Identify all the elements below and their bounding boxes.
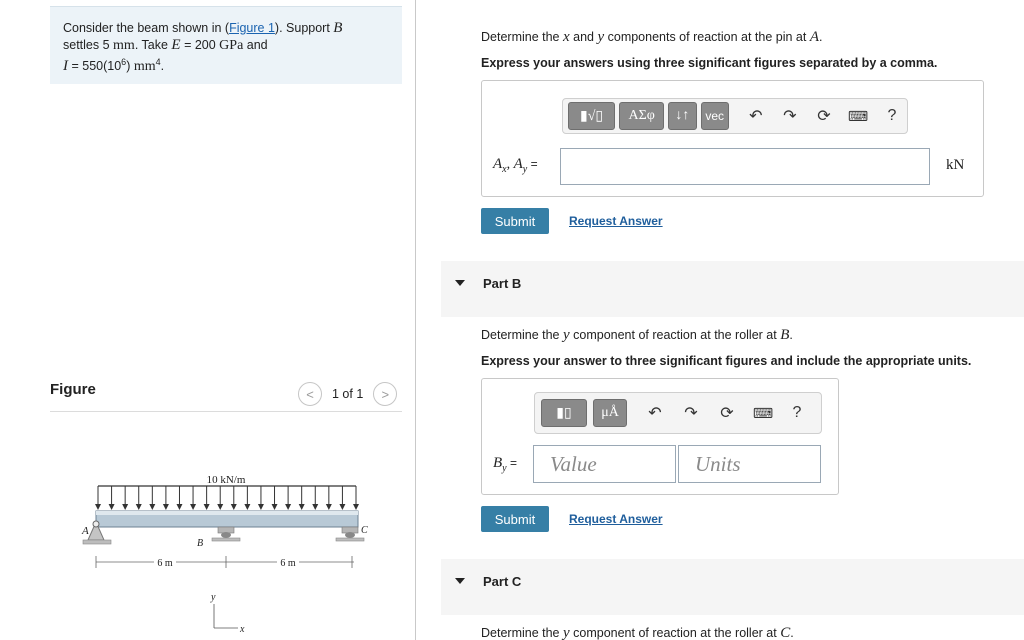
label-b: B bbox=[197, 538, 204, 549]
var-c: C bbox=[780, 625, 791, 640]
part-a-math-toolbar bbox=[562, 98, 908, 134]
pane-divider bbox=[415, 0, 416, 640]
pager-text: 1 of 1 bbox=[332, 387, 364, 401]
template-button[interactable] bbox=[568, 102, 615, 130]
var-a: A bbox=[809, 29, 819, 45]
question-text: Determine the bbox=[481, 626, 563, 640]
var-y: y bbox=[562, 327, 570, 343]
question-text: . bbox=[789, 328, 793, 342]
help-button[interactable] bbox=[781, 399, 813, 427]
collapse-arrow-icon[interactable] bbox=[455, 280, 465, 286]
up-down-arrows-icon: ↓↑ bbox=[675, 108, 690, 123]
part-a-answer-box bbox=[481, 80, 984, 197]
exponent: 4 bbox=[155, 57, 161, 67]
subscript: x bbox=[502, 163, 507, 175]
chevron-left-icon: < bbox=[306, 386, 314, 402]
part-a-submit-button[interactable]: Submit bbox=[481, 208, 549, 234]
figure-link[interactable]: Figure 1 bbox=[229, 21, 275, 35]
left-pane bbox=[0, 0, 416, 640]
redo-icon: ↷ bbox=[783, 108, 797, 125]
part-b-title: Part B bbox=[483, 276, 522, 291]
var-b: B bbox=[780, 327, 790, 343]
value-placeholder: Value bbox=[550, 452, 597, 476]
units-button[interactable] bbox=[593, 399, 627, 427]
problem-statement bbox=[50, 6, 402, 84]
exponent: 6 bbox=[121, 57, 127, 67]
var-e: E bbox=[171, 37, 181, 53]
question-text: and bbox=[569, 30, 598, 44]
redo-button[interactable] bbox=[775, 102, 805, 130]
load-arrow-head bbox=[109, 504, 115, 510]
ground-c bbox=[336, 538, 364, 541]
fraction-icon: ▮▯ bbox=[556, 405, 572, 421]
question-text: components of reaction at the pin at bbox=[604, 30, 810, 44]
part-b-math-toolbar bbox=[534, 392, 822, 434]
problem-text: ). Support bbox=[274, 21, 334, 35]
subscript: y bbox=[522, 163, 528, 175]
load-arrow-head bbox=[326, 504, 332, 510]
question-text: Determine the bbox=[481, 328, 563, 342]
load-label: 10 kN/m bbox=[206, 474, 246, 486]
load-arrows bbox=[95, 486, 359, 510]
problem-text: ) bbox=[126, 59, 134, 74]
part-a-unit: kN bbox=[946, 157, 965, 173]
part-b-units-input[interactable] bbox=[678, 445, 821, 483]
part-c-question bbox=[481, 625, 794, 640]
question-text: component of reaction at the roller at bbox=[569, 626, 781, 640]
problem-line-2 bbox=[63, 37, 390, 54]
load-arrow-head bbox=[149, 504, 155, 510]
part-b-value-input[interactable] bbox=[533, 445, 676, 483]
equals: = bbox=[506, 456, 517, 470]
figure-divider bbox=[50, 411, 402, 412]
problem-text: . bbox=[160, 59, 165, 74]
part-b-answer-label bbox=[493, 455, 517, 474]
part-b-header[interactable] bbox=[441, 261, 1024, 317]
roller-c bbox=[345, 532, 355, 538]
load-arrow-head bbox=[217, 504, 223, 510]
ground-b bbox=[212, 538, 240, 541]
units-placeholder: Units bbox=[695, 452, 741, 476]
part-b-answer-box bbox=[481, 378, 839, 495]
load-arrow-head bbox=[312, 504, 318, 510]
problem-text: = 200 bbox=[180, 38, 220, 52]
load-arrow-head bbox=[285, 504, 291, 510]
greek-symbols-button[interactable] bbox=[619, 102, 664, 130]
part-b-question bbox=[481, 327, 793, 344]
var-y: y bbox=[562, 625, 570, 640]
equals: = bbox=[527, 157, 538, 171]
load-arrow-head bbox=[122, 504, 128, 510]
pin-a bbox=[93, 521, 99, 527]
keyboard-button[interactable] bbox=[843, 102, 873, 130]
part-a-instruction: Express your answers using three significant figures separated by a comma. bbox=[481, 56, 938, 70]
problem-text: Consider the beam shown in ( bbox=[63, 21, 230, 35]
question-text: Determine the bbox=[481, 30, 563, 44]
beam-highlight bbox=[96, 511, 358, 515]
part-a-question bbox=[481, 29, 822, 46]
problem-text: . Take bbox=[134, 38, 172, 52]
question-text: . bbox=[790, 626, 794, 640]
load-arrow-head bbox=[353, 504, 359, 510]
help-icon: ? bbox=[887, 107, 897, 124]
part-b-submit-button[interactable]: Submit bbox=[481, 506, 549, 532]
undo-icon: ↶ bbox=[648, 405, 662, 422]
load-arrow-head bbox=[204, 504, 210, 510]
var-x: x bbox=[562, 29, 570, 45]
figure-pager bbox=[298, 382, 397, 406]
load-arrow-head bbox=[95, 504, 101, 510]
label-c: C bbox=[361, 525, 368, 536]
unit-mm: mm bbox=[113, 38, 135, 53]
keyboard-icon: ⌨ bbox=[847, 107, 869, 124]
dim-label-right: 6 m bbox=[280, 558, 296, 569]
beam-figure bbox=[74, 462, 374, 637]
var-a: A bbox=[493, 156, 503, 172]
var-i: I bbox=[63, 58, 68, 75]
load-arrow-head bbox=[272, 504, 278, 510]
var-y: y bbox=[597, 29, 605, 45]
problem-line-3 bbox=[63, 54, 390, 75]
vec-icon: vec bbox=[705, 109, 725, 123]
subscript: y bbox=[502, 462, 507, 474]
vector-button[interactable] bbox=[701, 102, 729, 130]
axis-x-label: x bbox=[240, 624, 245, 635]
part-a-request-answer-link[interactable]: Request Answer bbox=[569, 214, 663, 228]
part-a-answer-label: $A_x$, $A_y$ = bbox=[493, 156, 538, 175]
problem-line-1 bbox=[63, 20, 390, 37]
template-button[interactable] bbox=[541, 399, 587, 427]
greek-icon: ΑΣφ bbox=[628, 108, 655, 123]
load-arrow-head bbox=[299, 504, 305, 510]
reset-button[interactable] bbox=[809, 102, 839, 130]
undo-button[interactable] bbox=[639, 399, 671, 427]
part-b-instruction: Express your answer to three significant figures and include the appropriate units. bbox=[481, 354, 972, 368]
redo-icon: ↷ bbox=[684, 405, 698, 422]
fraction-sqrt-icon: ▮√▯ bbox=[579, 108, 604, 124]
load-arrow-head bbox=[258, 504, 264, 510]
problem-text: = 550(10 bbox=[68, 59, 122, 74]
reset-button[interactable] bbox=[711, 399, 743, 427]
help-button[interactable] bbox=[877, 102, 907, 130]
load-arrow-head bbox=[136, 504, 142, 510]
collapse-arrow-icon[interactable] bbox=[455, 578, 465, 584]
chevron-right-icon: > bbox=[381, 386, 390, 402]
load-arrow-head bbox=[339, 504, 345, 510]
var-b: B bbox=[493, 455, 503, 471]
redo-button[interactable] bbox=[675, 399, 707, 427]
next-figure-button[interactable] bbox=[373, 382, 397, 406]
roller-b bbox=[221, 532, 231, 538]
problem-text: and bbox=[243, 38, 268, 52]
part-a-answer-input[interactable] bbox=[560, 148, 930, 185]
undo-button[interactable] bbox=[741, 102, 771, 130]
reset-icon: ⟳ bbox=[817, 108, 831, 125]
ground-a bbox=[83, 540, 111, 544]
question-text: component of reaction at the roller at bbox=[569, 328, 781, 342]
load-arrow-head bbox=[244, 504, 250, 510]
unit-mm4: mm bbox=[133, 59, 156, 75]
var-b: B bbox=[333, 20, 343, 36]
keyboard-icon: ⌨ bbox=[752, 404, 774, 421]
help-icon: ? bbox=[792, 404, 802, 421]
label-a: A bbox=[82, 525, 89, 537]
keyboard-button[interactable] bbox=[747, 399, 779, 427]
load-arrow-head bbox=[231, 504, 237, 510]
part-c-title: Part C bbox=[483, 574, 522, 589]
load-arrow-head bbox=[176, 504, 182, 510]
dim-label-left: 6 m bbox=[157, 558, 173, 569]
part-c-header[interactable] bbox=[441, 559, 1024, 615]
undo-icon: ↶ bbox=[749, 108, 763, 125]
question-text: . bbox=[819, 30, 823, 44]
unit-gpa: GPa bbox=[219, 38, 244, 53]
part-b-request-answer-link[interactable]: Request Answer bbox=[569, 512, 663, 526]
problem-text: settles 5 bbox=[63, 38, 114, 52]
load-arrow-head bbox=[190, 504, 196, 510]
prev-figure-button[interactable] bbox=[298, 382, 322, 406]
load-arrow-head bbox=[163, 504, 169, 510]
arrows-button[interactable] bbox=[668, 102, 696, 130]
reset-icon: ⟳ bbox=[720, 405, 734, 422]
var-a: A bbox=[513, 156, 523, 172]
figure-title: Figure bbox=[50, 381, 96, 398]
mu-angstrom-icon: μÅ bbox=[601, 405, 619, 420]
axis-y-label: y bbox=[211, 592, 216, 603]
